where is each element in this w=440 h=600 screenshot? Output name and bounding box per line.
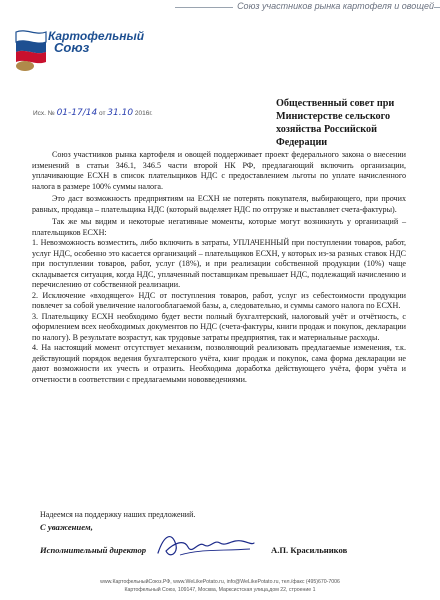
flag-swoosh-icon [10, 26, 50, 72]
footer [0, 578, 440, 594]
logo [10, 24, 150, 76]
logo-line2: Союз [54, 40, 90, 55]
signature-row [40, 545, 390, 559]
ref-number: 01-17/14 [56, 108, 98, 118]
date-label: от [99, 110, 106, 117]
ref-date: 31.10 [107, 108, 134, 118]
list-item: 3. Плательщику ЕСХН необходимо будет вести полный бухгалтерский, налоговый учёт и отчётность, с оформлением всех необходимых документов по НДС (счета-фактуры, книги продаж и покупок, декларации по налогу). В результате возрастут, как трудовые затраты предприятия, так и материальные расходы. [32, 311, 406, 342]
paragraph: Так же мы видим и некоторые негативные моменты, которые могут возникнуть у организаций – плательщиков ЕСХН: [32, 217, 406, 237]
logo-line1: Картофельный [48, 29, 145, 43]
paragraph: Это даст возможность предприятиям на ЕСХН не потерять покупателя, выбирающего, при прочих равных, продавца – плательщика НДС (который выделяет НДС по отгрузке и выставляет счета-фактуры). [32, 194, 406, 214]
addressee-line: Министерстве сельского [276, 111, 391, 122]
addressee-block [276, 97, 426, 149]
signatory-name: А.П. Красильников [271, 545, 348, 555]
signatory-position: Исполнительный директор [40, 545, 147, 555]
tagline: Союз участников рынка картофеля и овощей [233, 1, 434, 11]
list-item: 1. Невозможность возместить, либо включить в затраты, УПЛАЧЕННЫЙ при поступлении товаров, работ, услуг НДС, особенно это касается организаций – плательщиков ЕСХН, у которых из-за разных ставок НДС при поступлении товаров, работ, услуг (18%), и при реализации собственной продукции (10%) чаще складывается ситуация, когда НДС, уплаченный поставщикам превышает НДС, подлежащий начислению и перечислению от собственной реализации. [32, 238, 406, 289]
ref-label: Исх. № [33, 110, 55, 117]
letterhead-tagline-bar [175, 0, 440, 16]
regards: С уважением, [40, 522, 93, 532]
logo-wordmark [48, 30, 144, 54]
list-item: 4. На настоящий момент отсутствует механизм, позволяющий реализовать предлагаемые изменения, т.к. действующий порядок ведения бухгалтерского учёта, книг продаж и покупок, сама форма декларации не дают возможности их учесть и отразить. Необходима доработка действующего учёта, форм учёта и отчетности в соответствии с предлагаемыми нововведениями. [32, 343, 406, 384]
addressee-line: Федерации [276, 137, 328, 148]
letter-body [32, 150, 406, 385]
closing-sentence: Надеемся на поддержку наших предложений. [40, 510, 196, 519]
addressee-line: Общественный совет при [276, 98, 395, 109]
paragraph: Союз участников рынка картофеля и овощей поддерживает проект федерального закона о внесении изменений в статьи 346.1, 346.5 части второй НК РФ, предлагающий включить организации, уплачивающие ЕСХН в список плательщиков НДС с предоставлением льготы по уплате начисленного налога в размере 100% суммы налога. [32, 150, 406, 191]
list-item: 2. Исключение «входящего» НДС от поступления товаров, работ, услуг из себестоимости продукции повлечет за собой увеличение налогооблагаемой базы, а, следовательно, и суммы самого налога по ЕСХН. [32, 290, 406, 310]
footer-contacts: www.КартофельныйСоюз.РФ, www.WeLikePotato.ru, info@WeLikePotato.ru, тел./факс (495)670-7006 [100, 579, 340, 585]
ref-year: 2016г. [134, 110, 153, 117]
outgoing-reference [33, 108, 153, 118]
footer-address: Картофельный Союз, 109147, Москва, Марксистская улица,дом 22, строение 1 [124, 587, 316, 593]
addressee-line: хозяйства Российской [276, 124, 378, 135]
